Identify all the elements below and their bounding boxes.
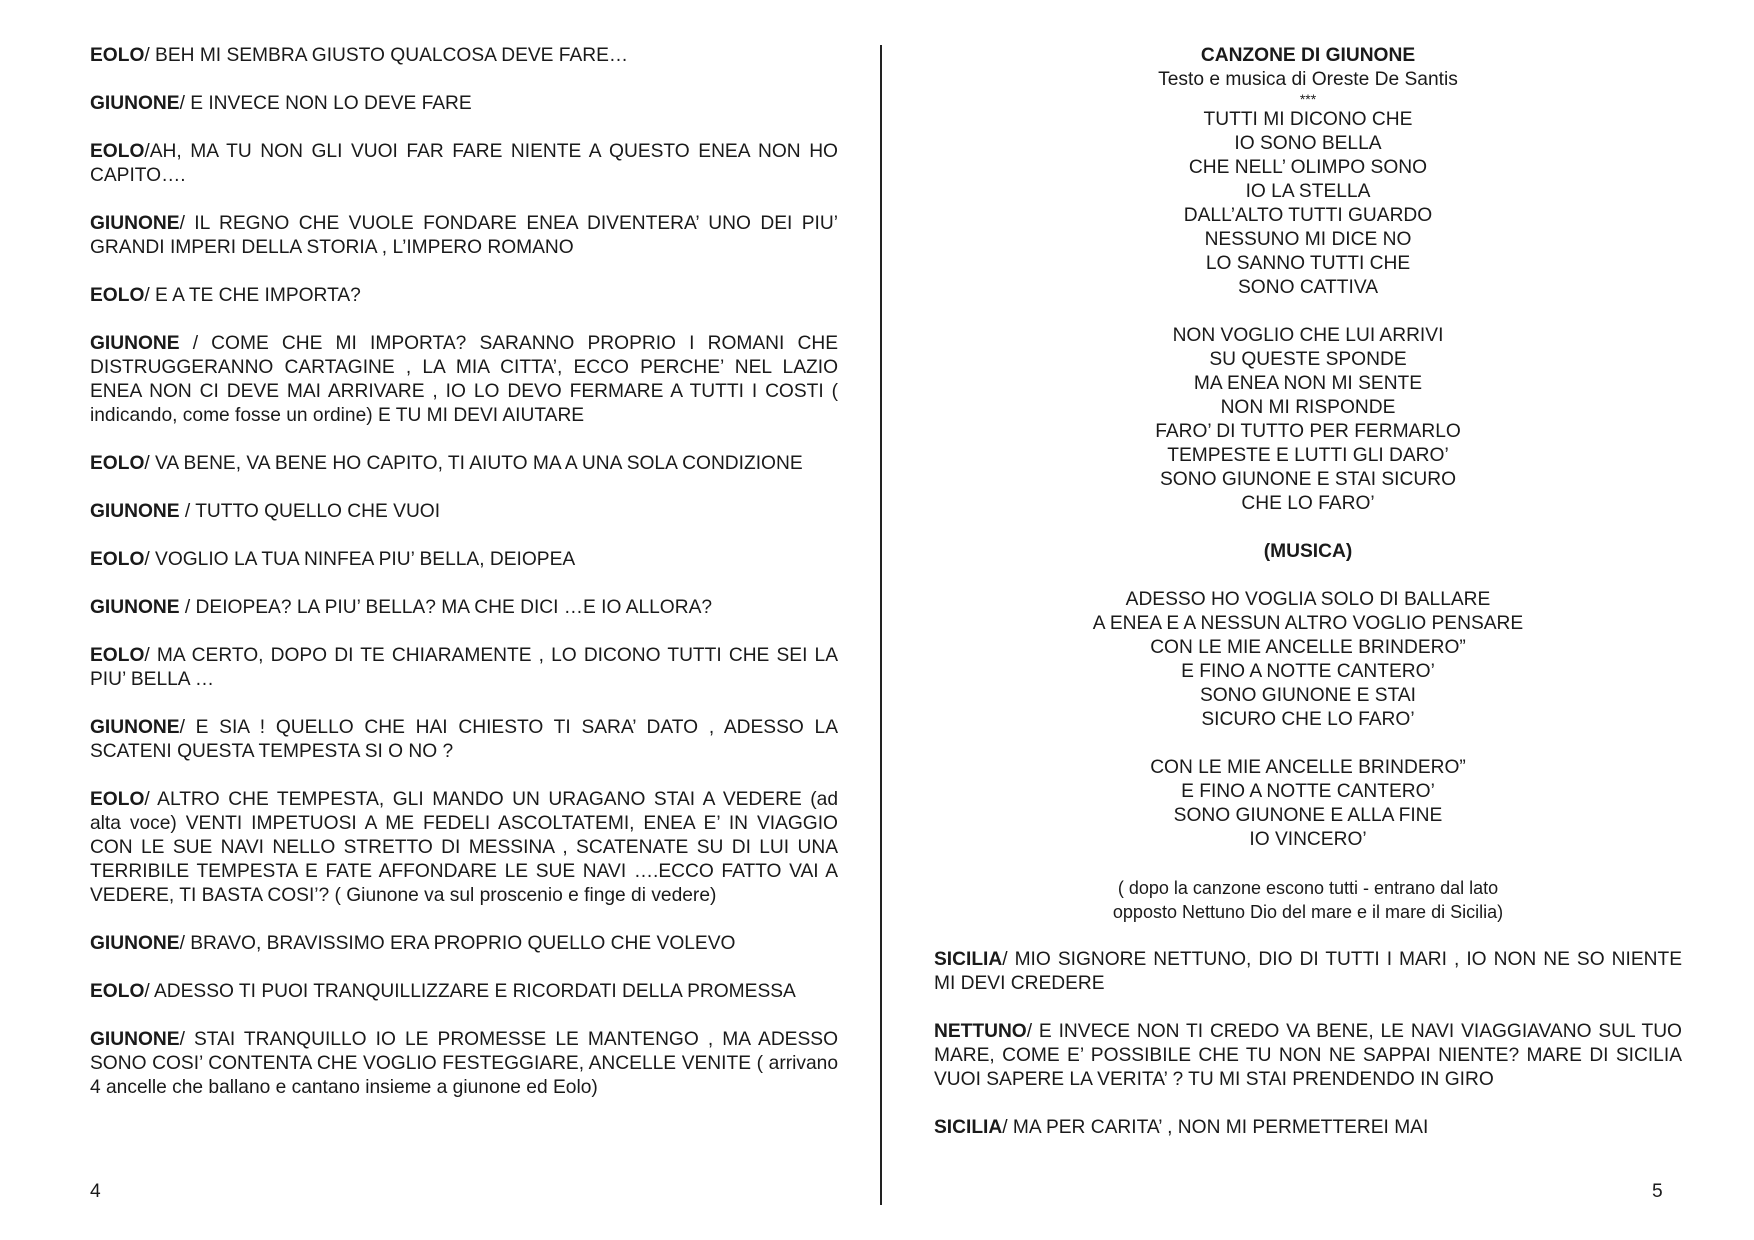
lyric-line: TEMPESTE E LUTTI GLI DARO’ <box>1167 445 1449 466</box>
dialogue-line <box>90 212 838 260</box>
dialogue-line <box>934 1116 1682 1140</box>
line-text: / DEIOPEA? LA PIU’ BELLA? MA CHE DICI …E IO ALLORA? <box>179 597 713 618</box>
dialogue-line <box>934 948 1682 996</box>
lyric-line: IO LA STELLA <box>1245 181 1371 202</box>
lyrics-stanza <box>934 588 1682 732</box>
speaker: EOLO <box>90 981 145 1002</box>
line-text: / VOGLIO LA TUA NINFEA PIU’ BELLA, DEIOPEA <box>144 549 576 570</box>
speaker: SICILIA <box>934 949 1003 970</box>
left-column <box>90 44 838 1100</box>
lyric-line: NON VOGLIO CHE LUI ARRIVI <box>1172 325 1444 346</box>
dialogue-line <box>934 1020 1682 1092</box>
dialogue-line <box>90 596 838 620</box>
dialogue-line <box>90 452 838 476</box>
lyric-line: FARO’ DI TUTTO PER FERMARLO <box>1155 421 1461 442</box>
speaker: EOLO <box>90 453 145 474</box>
speaker: GIUNONE <box>90 933 180 954</box>
right-page <box>882 0 1754 1240</box>
speaker: GIUNONE <box>90 333 180 354</box>
line-text: / E SIA ! QUELLO CHE HAI CHIESTO TI SARA’ DATO , ADESSO LA SCATENI QUESTA TEMPESTA SI O NO ? <box>90 717 838 762</box>
lyric-line: DALL’ALTO TUTTI GUARDO <box>1183 205 1433 226</box>
speaker: GIUNONE <box>90 597 180 618</box>
lyric-line: SICURO CHE LO FARO’ <box>1201 709 1415 730</box>
dialogue-line <box>90 980 838 1004</box>
line-text: / MA CERTO, DOPO DI TE CHIARAMENTE , LO DICONO TUTTI CHE SEI LA PIU’ BELLA … <box>90 645 838 690</box>
speaker: GIUNONE <box>90 213 180 234</box>
dialogue-line <box>90 644 838 692</box>
speaker: EOLO <box>90 285 145 306</box>
dialogue-line <box>90 788 838 908</box>
lyric-line: CON LE MIE ANCELLE BRINDERO” <box>1150 637 1466 658</box>
lyric-line: SONO CATTIVA <box>1237 277 1378 298</box>
line-text: / TUTTO QUELLO CHE VUOI <box>179 501 441 522</box>
line-text: / MIO SIGNORE NETTUNO, DIO DI TUTTI I MARI , IO NON NE SO NIENTE MI DEVI CREDERE <box>934 949 1682 994</box>
lyric-line: MA ENEA NON MI SENTE <box>1193 373 1423 394</box>
stage-direction <box>934 876 1682 924</box>
lyric-line: LO SANNO TUTTI CHE <box>1205 253 1411 274</box>
lyric-line: NON MI RISPONDE <box>1220 397 1396 418</box>
dialogue-line <box>90 92 838 116</box>
speaker: EOLO <box>90 549 145 570</box>
speaker: EOLO <box>90 45 145 66</box>
dialogue-line <box>90 716 838 764</box>
dialogue-line <box>90 140 838 188</box>
line-text: / E A TE CHE IMPORTA? <box>144 285 361 306</box>
lyric-line: A ENEA E A NESSUN ALTRO VOGLIO PENSARE <box>1092 613 1524 634</box>
line-text: / COME CHE MI IMPORTA? SARANNO PROPRIO I ROMANI CHE DISTRUGGERANNO CARTAGINE , LA MIA CITTA’, ECCO PERCHE’ NEL LAZIO ENEA NON CI DEVE MAI ARRIVARE , IO LO DEVO FERMARE A TUTTI I COSTI ( indicando, come fosse un ordine) E TU MI DEVI AIUTARE <box>90 333 838 426</box>
speaker: EOLO <box>90 141 145 162</box>
lyric-line: SONO GIUNONE E STAI <box>1199 685 1417 706</box>
line-text: / VA BENE, VA BENE HO CAPITO, TI AIUTO MA A UNA SOLA CONDIZIONE <box>144 453 803 474</box>
song-title: CANZONE DI GIUNONE <box>1200 45 1416 66</box>
speaker: SICILIA <box>934 1117 1003 1138</box>
lyric-line: CON LE MIE ANCELLE BRINDERO” <box>1150 757 1466 778</box>
song-credit: Testo e musica di Oreste De Santis <box>1158 69 1458 90</box>
line-text: / BEH MI SEMBRA GIUSTO QUALCOSA DEVE FARE… <box>144 45 629 66</box>
line-text: / MA PER CARITA’ , NON MI PERMETTEREI MAI <box>1002 1117 1429 1138</box>
page-number: 5 <box>1652 1181 1663 1202</box>
lyric-line: SU QUESTE SPONDE <box>1209 349 1407 370</box>
lyric-line: E FINO A NOTTE CANTERO’ <box>1181 661 1435 682</box>
lyric-line: E FINO A NOTTE CANTERO’ <box>1181 781 1435 802</box>
line-text: /AH, MA TU NON GLI VUOI FAR FARE NIENTE A QUESTO ENEA NON HO CAPITO…. <box>90 141 838 186</box>
speaker: GIUNONE <box>90 93 180 114</box>
music-cue: (MUSICA) <box>1263 541 1353 562</box>
lyric-line: TUTTI MI DICONO CHE <box>1203 109 1413 130</box>
line-text: / ADESSO TI PUOI TRANQUILLIZZARE E RICORDATI DELLA PROMESSA <box>144 981 796 1002</box>
line-text: / E INVECE NON LO DEVE FARE <box>179 93 472 114</box>
line-text: / STAI TRANQUILLO IO LE PROMESSE LE MANTENGO , MA ADESSO SONO COSI’ CONTENTA CHE VOGLIO FESTEGGIARE, ANCELLE VENITE ( arrivano 4 ancelle che ballano e cantano insieme a giunone ed Eolo) <box>90 1029 838 1098</box>
dialogue-line <box>90 932 838 956</box>
dialogue-line <box>90 332 838 428</box>
lyric-line: ADESSO HO VOGLIA SOLO DI BALLARE <box>1125 589 1491 610</box>
lyric-line: CHE NELL’ OLIMPO SONO <box>1188 157 1428 178</box>
speaker: GIUNONE <box>90 717 180 738</box>
lyrics-stanza <box>934 756 1682 852</box>
line-text: / IL REGNO CHE VUOLE FONDARE ENEA DIVENTERA’ UNO DEI PIU’ GRANDI IMPERI DELLA STORIA , L’IMPERO ROMANO <box>90 213 838 258</box>
dialogue-line <box>90 1028 838 1100</box>
speaker: GIUNONE <box>90 501 180 522</box>
line-text: / ALTRO CHE TEMPESTA, GLI MANDO UN URAGANO STAI A VEDERE (ad alta voce) VENTI IMPETUOSI A ME FEDELI ASCOLTATEMI, ENEA E’ IN VIAGGIO CON LE SUE NAVI NELLO STRETTO DI MESSINA , SCATENATE SU DI LUI UNA TERRIBILE TEMPESTA E FATE AFFONDARE LE SUE NAVI ….ECCO FATTO VAI A VEDERE, TI BASTA COSI’? ( Giunone va sul proscenio e finge di vedere) <box>90 789 838 906</box>
dialogue-line <box>90 500 838 524</box>
lyric-line: CHE LO FARO’ <box>1241 493 1375 514</box>
speaker: EOLO <box>90 789 145 810</box>
lyrics-stanza <box>934 108 1682 300</box>
right-column <box>934 44 1682 1140</box>
lyric-line: NESSUNO MI DICE NO <box>1204 229 1412 250</box>
dialogue-line <box>90 284 838 308</box>
stage-direction-line: ( dopo la canzone escono tutti - entrano dal lato <box>1117 878 1499 898</box>
lyric-line: SONO GIUNONE E ALLA FINE <box>1173 805 1443 826</box>
stage-direction-line: opposto Nettuno Dio del mare e il mare di Sicilia) <box>1112 902 1504 922</box>
speaker: EOLO <box>90 645 145 666</box>
dialogue-line <box>90 44 838 68</box>
page-number: 4 <box>90 1181 101 1202</box>
dialogue-line <box>90 548 838 572</box>
speaker: GIUNONE <box>90 1029 180 1050</box>
line-text: / BRAVO, BRAVISSIMO ERA PROPRIO QUELLO CHE VOLEVO <box>179 933 736 954</box>
lyric-line: IO VINCERO’ <box>1249 829 1367 850</box>
separator-stars: *** <box>1299 91 1317 107</box>
speaker: NETTUNO <box>934 1021 1027 1042</box>
line-text: / E INVECE NON TI CREDO VA BENE, LE NAVI VIAGGIAVANO SUL TUO MARE, COME E’ POSSIBILE CHE TU NON NE SAPPAI NIENTE? MARE DI SICILIA VUOI SAPERE LA VERITA’ ? TU MI STAI PRENDENDO IN GIRO <box>934 1021 1682 1090</box>
lyric-line: IO SONO BELLA <box>1234 133 1382 154</box>
lyric-line: SONO GIUNONE E STAI SICURO <box>1159 469 1457 490</box>
lyrics-stanza <box>934 324 1682 516</box>
